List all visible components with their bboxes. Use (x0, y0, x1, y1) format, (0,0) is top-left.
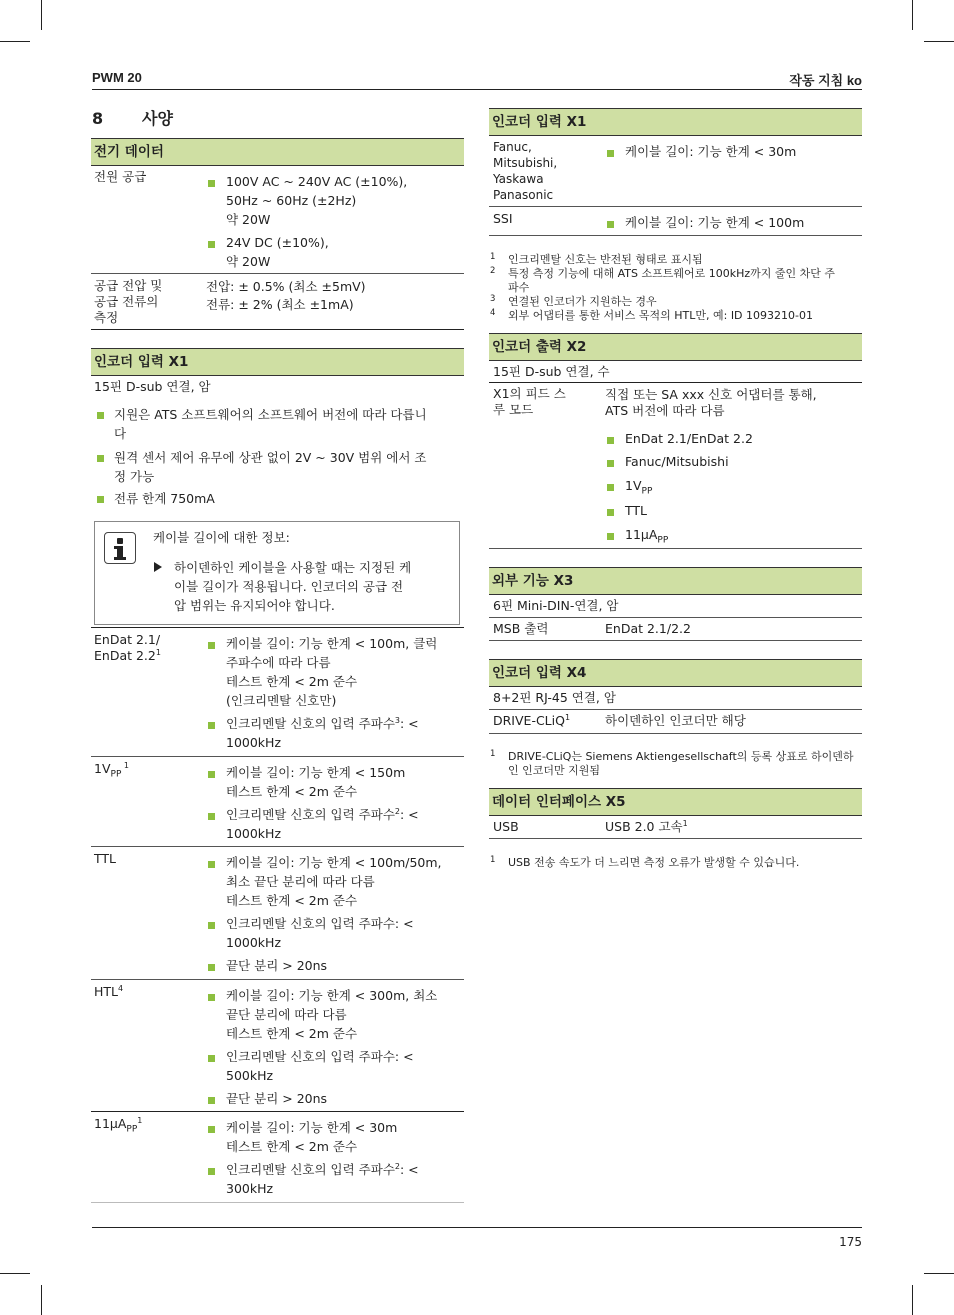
footnote-text: 연결된 인코더가 지원하는 경우 (508, 295, 657, 308)
htl-text: 500kHz (226, 1068, 274, 1083)
bullet-icon (97, 455, 104, 462)
bullet-icon (607, 437, 614, 444)
htl-text: 인크리멘탈 신호의 입력 주파수: < (226, 1049, 414, 1064)
crop-mark (912, 1285, 913, 1315)
fanuc-value: 케이블 길이: 기능 한계 < 30m (625, 144, 797, 159)
power-label: 전원 공급 (94, 169, 147, 184)
bullet-icon (607, 150, 614, 157)
vpp-label-text: 1V (94, 761, 111, 776)
divider (91, 756, 464, 757)
bullet-icon (97, 412, 104, 419)
divider (489, 382, 862, 383)
page-number: 175 (839, 1235, 862, 1249)
section-title: 외부 기능 X3 (489, 567, 862, 595)
encoder-input-x1-section (91, 348, 464, 376)
drive-cliq-label (493, 711, 570, 730)
footnote-ref: 2 (394, 1161, 400, 1171)
crop-mark (0, 41, 30, 42)
ttl-text: 끝단 분리 > 20ns (226, 958, 328, 973)
section-title: 데이터 인터페이스 X5 (489, 788, 862, 816)
vpp-freq-text: : < (400, 807, 419, 822)
footer-divider (92, 1227, 862, 1228)
endat-text: 케이블 길이: 기능 한계 < 100m, 클럭 (226, 636, 438, 651)
divider (91, 1111, 464, 1112)
footnote-number: 3 (490, 294, 496, 304)
x2-item-text: 11µA (625, 527, 658, 542)
bullet-icon (208, 861, 215, 868)
bullet-icon (607, 484, 614, 491)
section-title: 전기 데이터 (91, 138, 464, 166)
endat-text: 1000kHz (226, 735, 282, 750)
x2-desc: 직접 또는 SA xxx 신호 어댑터를 통해, (605, 387, 817, 402)
uapp-label (94, 1114, 142, 1133)
section-title: 인코더 입력 X1 (489, 108, 862, 136)
footnote-number: 2 (490, 266, 496, 276)
htl-label (94, 982, 123, 1001)
endat-label (94, 632, 161, 664)
divider (489, 235, 862, 236)
usb-value-text: USB 2.0 고속 (605, 819, 683, 834)
vpp-freq-text: 인크리멘탈 신호의 입력 주파수 (226, 807, 395, 822)
x2-item: Fanuc/Mitsubishi (625, 454, 729, 469)
x2-item: EnDat 2.1/EnDat 2.2 (625, 431, 753, 446)
x2-item (625, 525, 668, 544)
info-icon (104, 532, 136, 564)
header-doc-title: 작동 지침 ko (789, 73, 862, 88)
bullet-text: 지원은 ATS 소프트웨어의 소프트웨어 버전에 따라 다릅니 (114, 407, 427, 422)
usb-value (605, 817, 688, 836)
measurement-current: 전류: ± 2% (최소 ±1mA) (206, 297, 354, 312)
connector-text: 15핀 D-sub 연결, 암 (94, 379, 211, 394)
uapp-text: 테스트 한계 < 2m 준수 (226, 1139, 358, 1154)
uapp-label-text: 11µA (94, 1116, 127, 1131)
subscript: PP (126, 1124, 138, 1135)
crop-mark (924, 1273, 954, 1274)
crop-mark (924, 41, 954, 42)
ttl-text: 인크리멘탈 신호의 입력 주파수: < (226, 916, 414, 931)
uapp-freq-text: : < (400, 1162, 419, 1177)
ttl-text: 케이블 길이: 기능 한계 < 100m/50m, (226, 855, 442, 870)
arrow-icon (154, 562, 162, 572)
fanuc-label-line: Fanuc, (493, 140, 532, 154)
divider (91, 273, 464, 274)
bullet-icon (208, 1168, 215, 1175)
x2-item-text: 1V (625, 478, 642, 493)
crop-mark (0, 1273, 30, 1274)
footnote-number: 1 (490, 855, 496, 865)
divider (489, 548, 862, 549)
bullet-icon (208, 241, 215, 248)
x2-item: TTL (625, 503, 648, 518)
x2-desc: ATS 버전에 따라 다름 (605, 403, 725, 418)
bullet-icon (607, 509, 614, 516)
footnote-ref: 3 (394, 715, 400, 725)
bullet-icon (208, 964, 215, 971)
fanuc-label-line: Panasonic (493, 188, 554, 202)
divider (91, 979, 464, 980)
endat-text: 테스트 한계 < 2m 준수 (226, 674, 358, 689)
divider (489, 733, 862, 734)
ssi-label: SSI (493, 211, 513, 226)
note-text: 하이덴하인 케이블을 사용할 때는 지정된 케 (174, 560, 412, 575)
measurement-label-line: 공급 전류의 (94, 294, 159, 309)
fanuc-label-line: Yaskawa (493, 172, 544, 186)
bullet-icon (97, 496, 104, 503)
bullet-icon (208, 1126, 215, 1133)
uapp-text: 300kHz (226, 1181, 274, 1196)
divider (489, 709, 862, 710)
htl-text: 테스트 한계 < 2m 준수 (226, 1026, 358, 1041)
bullet-icon (208, 922, 215, 929)
header-product: PWM 20 (92, 70, 142, 85)
divider (91, 627, 464, 628)
connector-text: 8+2핀 RJ-45 연결, 암 (493, 690, 616, 705)
ttl-text: 1000kHz (226, 935, 282, 950)
htl-text: 끝단 분리에 따라 다름 (226, 1007, 347, 1022)
vpp-text: 케이블 길이: 기능 한계 < 150m (226, 765, 406, 780)
bullet-icon (208, 994, 215, 1001)
vpp-label (94, 759, 129, 778)
bullet-icon (208, 771, 215, 778)
vpp-text (226, 805, 419, 824)
bullet-icon (208, 642, 215, 649)
bullet-icon (208, 180, 215, 187)
subscript: PP (657, 535, 669, 546)
measurement-label-line: 공급 전압 및 (94, 278, 163, 293)
chapter-heading (92, 106, 173, 129)
footnote-text: 외부 어댑터를 통한 서비스 목적의 HTL만, 예: ID 1093210-01 (508, 309, 813, 322)
measurement-label (94, 278, 162, 326)
subscript: PP (641, 486, 653, 497)
footnote-ref: 1 (121, 760, 130, 770)
footnote-ref: 4 (118, 983, 124, 993)
ttl-text: 테스트 한계 < 2m 준수 (226, 893, 358, 908)
data-interface-x5-section (489, 788, 862, 816)
bullet-icon (607, 533, 614, 540)
power-ac-1: 100V AC ~ 240V AC (±10%), (226, 174, 408, 189)
footnote-ref: 1 (137, 1115, 143, 1125)
drive-cliq-value: 하이덴하인 인코더만 해당 (605, 713, 746, 728)
vpp-text: 테스트 한계 < 2m 준수 (226, 784, 358, 799)
footnote-ref: 2 (394, 806, 400, 816)
uapp-text (226, 1160, 419, 1179)
htl-text: 케이블 길이: 기능 한계 < 300m, 최소 (226, 988, 438, 1003)
crop-mark (41, 0, 42, 30)
msb-value: EnDat 2.1/2.2 (605, 621, 691, 636)
footnote-text: 인 인코더만 지원됨 (508, 764, 601, 777)
footnote-text: 파수 (508, 281, 530, 294)
fanuc-label-line: Mitsubishi, (493, 156, 558, 170)
external-function-x3-section (489, 567, 862, 595)
connector-text: 15핀 D-sub 연결, 수 (493, 364, 610, 379)
drive-cliq-text: DRIVE-CLiQ (493, 713, 565, 728)
footnote-ref: 1 (155, 647, 161, 657)
footnote-number: 4 (490, 308, 496, 318)
measurement-label-line: 측정 (94, 310, 119, 325)
crop-mark (41, 1285, 42, 1315)
section-title: 인코더 입력 X1 (91, 348, 464, 376)
endat-text (226, 714, 419, 733)
uapp-text: 케이블 길이: 기능 한계 < 30m (226, 1120, 398, 1135)
crop-mark (912, 0, 913, 30)
bullet-icon (208, 813, 215, 820)
usb-label: USB (493, 819, 519, 834)
divider (91, 1202, 464, 1203)
electrical-data-section (91, 138, 464, 166)
divider (489, 838, 862, 839)
feed-label (493, 386, 566, 418)
note-text: 압 범위는 유지되어야 합니다. (174, 598, 335, 613)
footnote-text: 특정 측정 기능에 대해 ATS 소프트웨어로 100kHz까지 줄인 차단 주 (508, 267, 836, 280)
encoder-output-x2-section (489, 333, 862, 361)
bullet-text: 다 (114, 426, 127, 441)
bullet-text: 원격 센서 제어 유무에 상관 없이 2V ~ 30V 범위 에서 조 (114, 450, 427, 465)
chapter-title: 사양 (142, 109, 173, 128)
endat-label-line: EnDat 2.1/ (94, 632, 161, 647)
footnote-number: 1 (490, 749, 496, 759)
bullet-icon (208, 1055, 215, 1062)
endat-freq-text: : < (400, 716, 419, 731)
power-dc-2: 약 20W (226, 254, 271, 269)
ssi-value: 케이블 길이: 기능 한계 < 100m (625, 215, 805, 230)
power-ac-2: 50Hz ~ 60Hz (±2Hz) (226, 193, 357, 208)
uapp-freq-text: 인크리멘탈 신호의 입력 주파수 (226, 1162, 395, 1177)
bullet-icon (607, 460, 614, 467)
footnote-text: DRIVE-CLiQ는 Siemens Aktiengesellschaft의 등록 상표로 하이덴하 (508, 750, 854, 763)
divider (489, 206, 862, 207)
msb-label: MSB 출력 (493, 621, 549, 636)
section-title: 인코더 출력 X2 (489, 333, 862, 361)
footnote-ref: 1 (682, 818, 688, 828)
endat-freq-text: 인크리멘탈 신호의 입력 주파수 (226, 716, 395, 731)
subscript: PP (110, 769, 122, 780)
bullet-icon (208, 722, 215, 729)
feed-label-line: X1의 피드 스 (493, 386, 566, 401)
divider (489, 617, 862, 618)
note-text: 이블 길이가 적용됩니다. 인코더의 공급 전 (174, 579, 404, 594)
power-ac-3: 약 20W (226, 212, 271, 227)
bullet-text: 정 가능 (114, 469, 155, 484)
divider (489, 640, 862, 641)
ttl-label: TTL (94, 851, 117, 866)
measurement-voltage: 전압: ± 0.5% (최소 ±5mV) (206, 279, 366, 294)
footnote-number: 1 (490, 252, 496, 262)
chapter-number: 8 (92, 109, 104, 128)
fanuc-label (493, 139, 557, 203)
connector-text: 6핀 Mini-DIN-연결, 암 (493, 598, 619, 613)
htl-label-text: HTL (94, 984, 118, 999)
vpp-text: 1000kHz (226, 826, 282, 841)
htl-text: 끝단 분리 > 20ns (226, 1091, 328, 1106)
endat-text: 주파수에 따라 다름 (226, 655, 331, 670)
divider (91, 329, 464, 330)
encoder-input-x4-section (489, 659, 862, 687)
footnote-text: USB 전송 속도가 더 느리면 측정 오류가 발생할 수 있습니다. (508, 856, 800, 869)
divider (91, 846, 464, 847)
endat-label-line: EnDat 2.2 (94, 648, 156, 663)
power-dc-1: 24V DC (±10%), (226, 235, 329, 250)
ttl-text: 최소 끝단 분리에 따라 다름 (226, 874, 375, 889)
page-header (92, 68, 862, 90)
feed-label-line: 루 모드 (493, 402, 534, 417)
footnote-text: 인크리멘탈 신호는 반전된 형태로 표시됨 (508, 253, 703, 266)
bullet-icon (208, 1097, 215, 1104)
bullet-icon (607, 221, 614, 228)
endat-text: (인크리멘탈 신호만) (226, 693, 337, 708)
encoder-input-x1-cont-section (489, 108, 862, 136)
footnote-ref: 1 (564, 712, 571, 722)
bullet-text: 전류 한계 750mA (114, 491, 215, 506)
note-title: 케이블 길이에 대한 정보: (153, 530, 290, 545)
section-title: 인코더 입력 X4 (489, 659, 862, 687)
x2-item (625, 476, 652, 495)
